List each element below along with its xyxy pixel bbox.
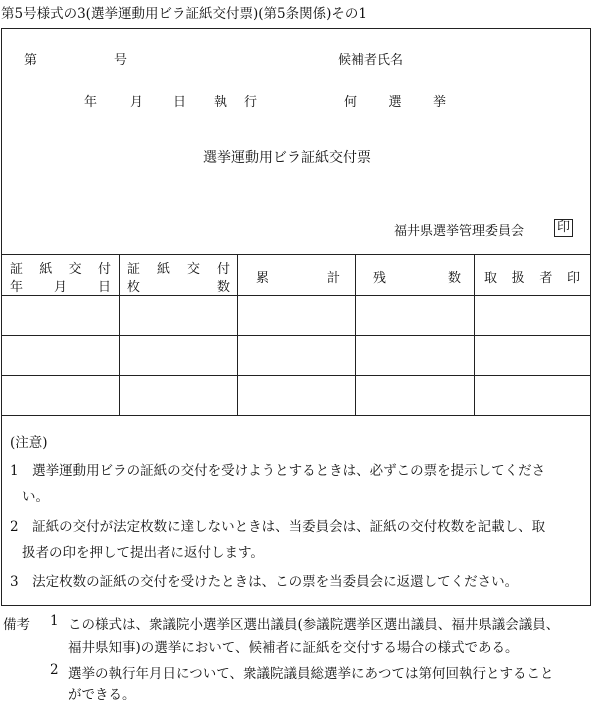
- note-2-line2: 扱者の印を押して提出者に返付します。: [22, 545, 264, 561]
- note-1-line2: い。: [22, 489, 49, 505]
- date-month-label: 月: [130, 95, 144, 110]
- table-top-border: [2, 254, 590, 255]
- header-handler-seal: 取 扱 者 印: [484, 271, 580, 286]
- number-prefix: 第: [24, 53, 38, 68]
- number-suffix: 号: [114, 53, 128, 68]
- header-remaining: 残 数: [373, 271, 461, 286]
- document-heading: 第5号様式の3(選挙運動用ビラ証紙交付票)(第5条関係)その1: [1, 6, 367, 22]
- form-title: 選挙運動用ビラ証紙交付票: [203, 150, 371, 166]
- issuer-name: 福井県選挙管理委員会: [394, 224, 525, 239]
- seal-mark: 印: [554, 219, 573, 237]
- header-cumulative: 累 計: [256, 271, 340, 286]
- remark-1-number: 1: [50, 613, 59, 629]
- table-row-divider: [2, 375, 590, 376]
- table-bottom-border: [2, 415, 590, 416]
- table-header-bottom: [2, 295, 590, 296]
- remark-2-line2: ができる。: [68, 687, 136, 703]
- remark-2-line1: 選挙の執行年月日について、衆議院議員総選挙にあつては第何回執行とすること: [68, 666, 554, 682]
- note-3: 3 法定枚数の証紙の交付を受けたときは、この票を当委員会に返還してください。: [10, 574, 519, 590]
- form-frame: [1, 28, 591, 606]
- header-issue-count-line2: 枚 数: [127, 280, 230, 295]
- candidate-name-label: 候補者氏名: [338, 53, 404, 68]
- remark-1-line2: 福井県知事)の選挙において、候補者に証紙を交付する場合の様式である。: [68, 640, 519, 656]
- execution-label-2: 行: [244, 95, 258, 110]
- table-column-divider: [119, 254, 120, 415]
- table-column-divider: [355, 254, 356, 415]
- header-issue-date-line2: 年 月 日: [10, 280, 111, 295]
- table-column-divider: [474, 254, 475, 415]
- election-name-label: 何 選 挙: [344, 95, 446, 110]
- table-row-divider: [2, 335, 590, 336]
- header-issue-date-line1: 証 紙 交 付: [10, 262, 111, 277]
- remarks-label: 備考: [3, 617, 30, 633]
- remark-1-line1: この様式は、衆議院小選挙区選出議員(参議院選挙区選出議員、福井県議会議員、: [68, 617, 560, 633]
- date-day-label: 日: [173, 95, 187, 110]
- table-column-divider: [237, 254, 238, 415]
- note-2-line1: 2 証紙の交付が法定枚数に達しないときは、当委員会は、証紙の交付枚数を記載し、取: [10, 519, 546, 535]
- note-1-line1: 1 選挙運動用ビラの証紙の交付を受けようとするときは、必ずこの票を提示してくださ: [10, 463, 546, 479]
- header-issue-count-line1: 証 紙 交 付: [127, 262, 230, 277]
- date-year-label: 年: [84, 95, 98, 110]
- notes-title: (注意): [10, 435, 48, 451]
- remark-2-number: 2: [50, 662, 59, 678]
- execution-label-1: 執: [214, 95, 228, 110]
